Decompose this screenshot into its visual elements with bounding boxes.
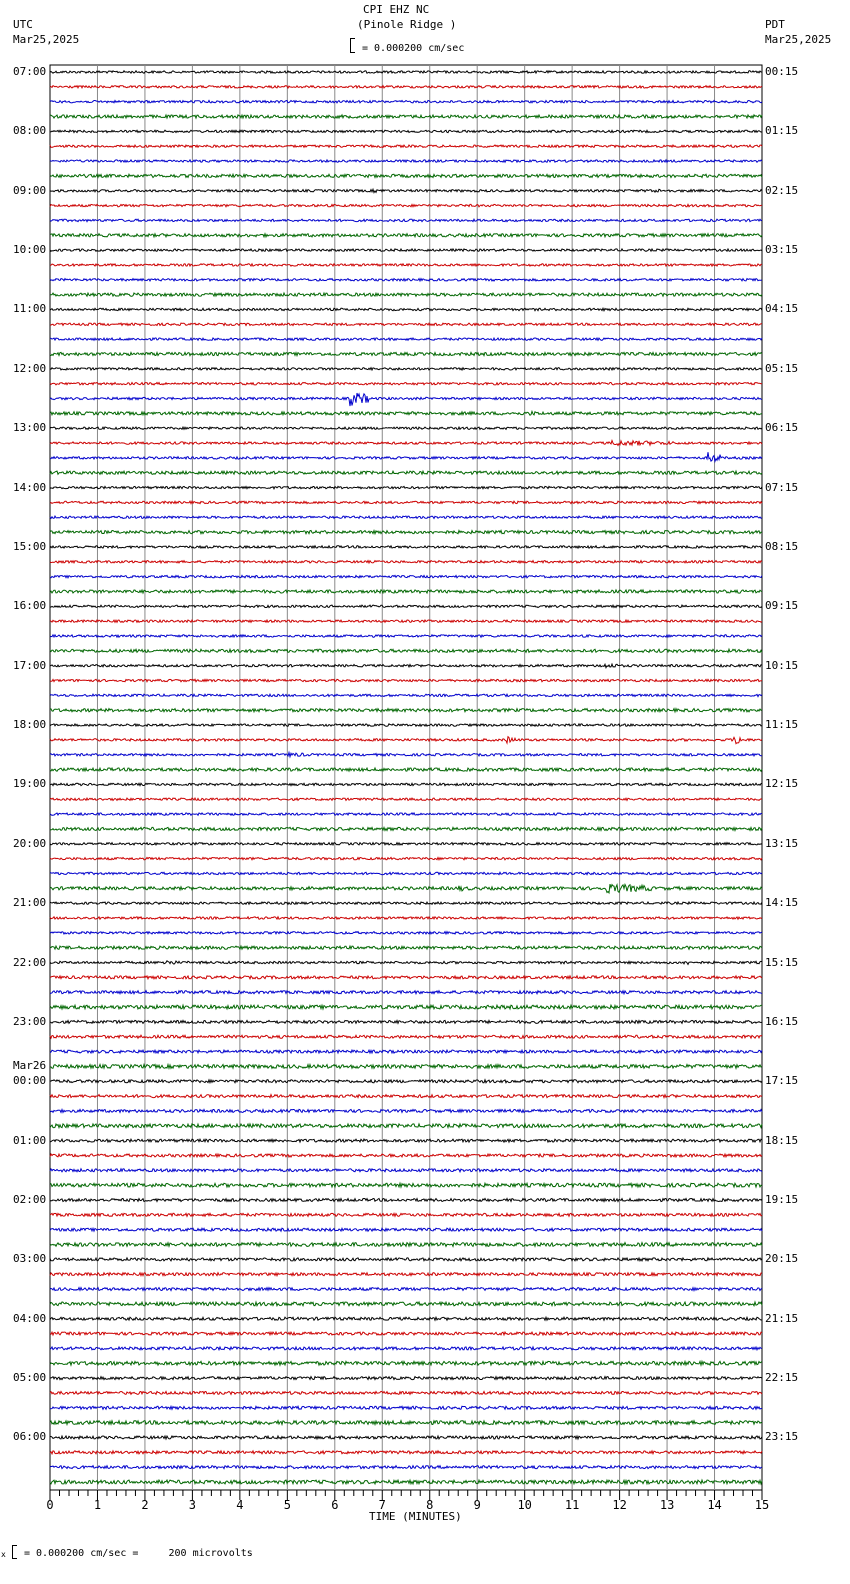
utc-hour-label: 23:00 <box>13 1014 47 1028</box>
pdt-hour-label: 21:15 <box>765 1311 799 1325</box>
x-tick-label: 2 <box>141 1498 149 1512</box>
utc-hour-label: 16:00 <box>13 599 47 613</box>
seismic-trace-78 <box>50 1228 762 1231</box>
utc-hour-label: 20:00 <box>13 836 47 850</box>
seismic-trace-66 <box>50 1050 762 1053</box>
seismic-trace-12 <box>50 249 762 251</box>
utc-hour-label: 21:00 <box>13 896 47 910</box>
x-tick-label: 0 <box>46 1498 54 1512</box>
seismic-trace-31 <box>50 531 762 534</box>
seismic-trace-9 <box>50 204 762 206</box>
seismic-trace-45 <box>50 737 762 744</box>
seismic-trace-52 <box>50 843 762 845</box>
utc-hour-label: 01:00 <box>13 1133 47 1147</box>
seismic-trace-15 <box>50 293 762 296</box>
seismic-trace-27 <box>50 471 762 474</box>
pdt-hour-label: 00:15 <box>765 65 799 78</box>
utc-hour-label: 11:00 <box>13 302 47 316</box>
utc-hour-label: 15:00 <box>13 539 47 553</box>
seismic-trace-69 <box>50 1095 762 1098</box>
seismic-trace-86 <box>50 1347 762 1350</box>
x-tick-label: 8 <box>426 1498 434 1512</box>
seismic-trace-20 <box>50 368 762 370</box>
right-date: Mar25,2025 <box>765 33 832 46</box>
pdt-hour-label: 04:15 <box>765 302 799 316</box>
x-axis-title: TIME (MINUTES) <box>369 1510 462 1523</box>
pdt-hour-label: 18:15 <box>765 1133 799 1147</box>
seismic-trace-5 <box>50 145 762 147</box>
seismic-trace-95 <box>50 1480 762 1484</box>
seismic-trace-41 <box>50 679 762 681</box>
seismic-trace-42 <box>50 694 762 696</box>
pdt-hour-label: 19:15 <box>765 1192 799 1206</box>
station-title: CPI EHZ NC <box>363 3 430 16</box>
seismic-trace-89 <box>50 1391 762 1394</box>
utc-hour-label: 12:00 <box>13 361 47 375</box>
seismic-trace-57 <box>50 917 762 919</box>
seismic-trace-30 <box>50 516 762 518</box>
x-tick-label: 7 <box>378 1498 386 1512</box>
pdt-hour-label: 22:15 <box>765 1371 799 1385</box>
seismic-trace-77 <box>50 1213 762 1216</box>
pdt-hour-label: 09:15 <box>765 599 799 613</box>
utc-hour-label: 19:00 <box>13 777 47 791</box>
seismic-trace-1 <box>50 86 762 88</box>
x-tick-label: 12 <box>612 1498 627 1512</box>
seismic-trace-22 <box>50 393 762 406</box>
seismic-trace-8 <box>50 189 762 192</box>
seismic-trace-65 <box>50 1035 762 1038</box>
utc-hour-label: 13:00 <box>13 421 47 435</box>
pdt-hour-label: 16:15 <box>765 1014 799 1028</box>
seismic-trace-49 <box>50 798 762 800</box>
seismic-trace-59 <box>50 946 762 949</box>
seismic-trace-47 <box>50 768 762 771</box>
seismic-trace-14 <box>50 279 762 281</box>
seismic-trace-18 <box>50 338 762 340</box>
seismic-trace-26 <box>50 452 762 461</box>
seismic-trace-87 <box>50 1361 762 1365</box>
seismic-trace-68 <box>50 1080 762 1083</box>
pdt-hour-label: 10:15 <box>765 658 799 672</box>
pdt-hour-label: 11:15 <box>765 718 799 732</box>
site-name: (Pinole Ridge ) <box>357 18 457 31</box>
x-tick-label: 9 <box>473 1498 481 1512</box>
seismic-trace-36 <box>50 605 762 607</box>
seismic-trace-16 <box>50 308 762 310</box>
x-tick-label: 6 <box>331 1498 339 1512</box>
left-date: Mar25,2025 <box>13 33 80 46</box>
utc-hour-label: 00:00 <box>13 1074 47 1088</box>
seismic-trace-39 <box>50 649 762 652</box>
x-tick-label: 11 <box>564 1498 580 1512</box>
footer-prefix: x <box>1 1550 6 1559</box>
seismic-trace-37 <box>50 620 762 622</box>
seismic-trace-70 <box>50 1109 762 1112</box>
seismic-trace-92 <box>50 1436 762 1439</box>
seismic-trace-2 <box>50 101 762 103</box>
footer-scale-bar-icon <box>12 1545 17 1559</box>
seismic-trace-38 <box>50 635 762 637</box>
x-tick-label: 14 <box>707 1498 722 1512</box>
pdt-hour-label: 06:15 <box>765 421 799 435</box>
seismic-trace-24 <box>50 427 762 429</box>
utc-hour-label: 04:00 <box>13 1311 47 1325</box>
seismic-trace-35 <box>50 590 762 593</box>
x-tick-label: 13 <box>659 1498 675 1512</box>
seismic-trace-43 <box>50 709 762 712</box>
pdt-hour-label: 15:15 <box>765 955 799 969</box>
seismic-trace-80 <box>50 1258 762 1261</box>
right-timezone: PDT <box>765 18 785 31</box>
seismic-trace-83 <box>50 1302 762 1306</box>
utc-hour-label: 18:00 <box>13 718 47 732</box>
utc-hour-label: 14:00 <box>13 480 47 494</box>
seismic-trace-48 <box>50 783 762 785</box>
utc-hour-label: 08:00 <box>13 124 47 138</box>
left-timezone: UTC <box>13 18 33 31</box>
utc-hour-label: 07:00 <box>13 65 47 78</box>
seismic-trace-58 <box>50 932 762 934</box>
seismic-trace-32 <box>50 546 762 548</box>
seismic-trace-88 <box>50 1377 762 1380</box>
seismic-trace-13 <box>50 264 762 266</box>
seismic-trace-17 <box>50 323 762 325</box>
seismic-trace-0 <box>50 71 762 73</box>
pdt-hour-label: 13:15 <box>765 836 799 850</box>
seismic-trace-63 <box>50 1005 762 1009</box>
pdt-hour-label: 17:15 <box>765 1074 799 1088</box>
pdt-hour-label: 14:15 <box>765 896 799 910</box>
seismic-trace-6 <box>50 160 762 162</box>
date-change-label: Mar26 <box>13 1059 47 1073</box>
seismic-trace-53 <box>50 857 762 859</box>
seismic-trace-74 <box>50 1169 762 1172</box>
seismic-trace-61 <box>50 976 762 979</box>
pdt-hour-label: 03:15 <box>765 243 799 257</box>
utc-hour-label: 02:00 <box>13 1192 47 1206</box>
seismic-trace-73 <box>50 1154 762 1157</box>
x-tick-label: 15 <box>754 1498 770 1512</box>
pdt-hour-label: 01:15 <box>765 124 799 138</box>
seismic-trace-33 <box>50 561 762 563</box>
x-tick-label: 1 <box>93 1498 102 1512</box>
pdt-hour-label: 12:15 <box>765 777 799 791</box>
seismic-trace-55 <box>50 884 762 893</box>
utc-hour-label: 05:00 <box>13 1371 47 1385</box>
seismic-trace-21 <box>50 383 762 385</box>
seismic-trace-71 <box>50 1124 762 1128</box>
seismic-trace-91 <box>50 1421 762 1425</box>
seismic-trace-51 <box>50 827 762 830</box>
seismic-trace-28 <box>50 486 762 488</box>
seismic-trace-76 <box>50 1199 762 1202</box>
seismic-trace-56 <box>50 902 762 904</box>
utc-hour-label: 17:00 <box>13 658 47 672</box>
seismic-trace-67 <box>50 1065 762 1069</box>
footer-scale-label: = 0.000200 cm/sec = 200 microvolts <box>24 1548 253 1559</box>
pdt-hour-label: 23:15 <box>765 1430 799 1444</box>
seismic-trace-10 <box>50 219 762 221</box>
seismic-trace-94 <box>50 1466 762 1469</box>
pdt-hour-label: 07:15 <box>765 480 799 494</box>
seismic-trace-85 <box>50 1332 762 1335</box>
seismic-trace-75 <box>50 1183 762 1187</box>
seismic-trace-93 <box>50 1451 762 1454</box>
seismic-trace-84 <box>50 1317 762 1320</box>
utc-hour-label: 06:00 <box>13 1430 47 1444</box>
pdt-hour-label: 05:15 <box>765 361 799 375</box>
seismic-trace-62 <box>50 991 762 994</box>
seismic-trace-23 <box>50 411 762 415</box>
seismic-trace-90 <box>50 1406 762 1409</box>
seismic-trace-82 <box>50 1288 762 1291</box>
seismic-trace-7 <box>50 174 762 177</box>
seismic-trace-40 <box>50 664 762 668</box>
pdt-hour-label: 08:15 <box>765 539 799 553</box>
x-tick-label: 4 <box>236 1498 244 1512</box>
seismic-trace-19 <box>50 352 762 355</box>
seismic-trace-54 <box>50 872 762 874</box>
seismic-trace-11 <box>50 234 762 237</box>
seismic-trace-29 <box>50 501 762 503</box>
utc-hour-label: 22:00 <box>13 955 47 969</box>
pdt-hour-label: 02:15 <box>765 183 799 197</box>
seismic-trace-79 <box>50 1243 762 1247</box>
seismic-trace-72 <box>50 1139 762 1142</box>
utc-hour-label: 10:00 <box>13 243 47 257</box>
seismic-trace-4 <box>50 130 762 132</box>
x-tick-label: 10 <box>517 1498 532 1512</box>
seismic-trace-44 <box>50 724 762 726</box>
seismic-trace-25 <box>50 441 762 446</box>
scale-label: = 0.000200 cm/sec <box>362 43 465 54</box>
seismic-trace-64 <box>50 1020 762 1023</box>
seismic-trace-3 <box>50 115 762 118</box>
utc-hour-label: 03:00 <box>13 1252 47 1266</box>
pdt-hour-label: 20:15 <box>765 1252 799 1266</box>
seismic-trace-34 <box>50 575 762 577</box>
seismic-trace-81 <box>50 1273 762 1276</box>
seismic-trace-46 <box>50 753 762 757</box>
seismic-trace-60 <box>50 961 762 965</box>
x-tick-label: 3 <box>188 1498 197 1512</box>
x-tick-label: 5 <box>283 1498 291 1512</box>
utc-hour-label: 09:00 <box>13 183 47 197</box>
seismic-trace-50 <box>50 813 762 815</box>
